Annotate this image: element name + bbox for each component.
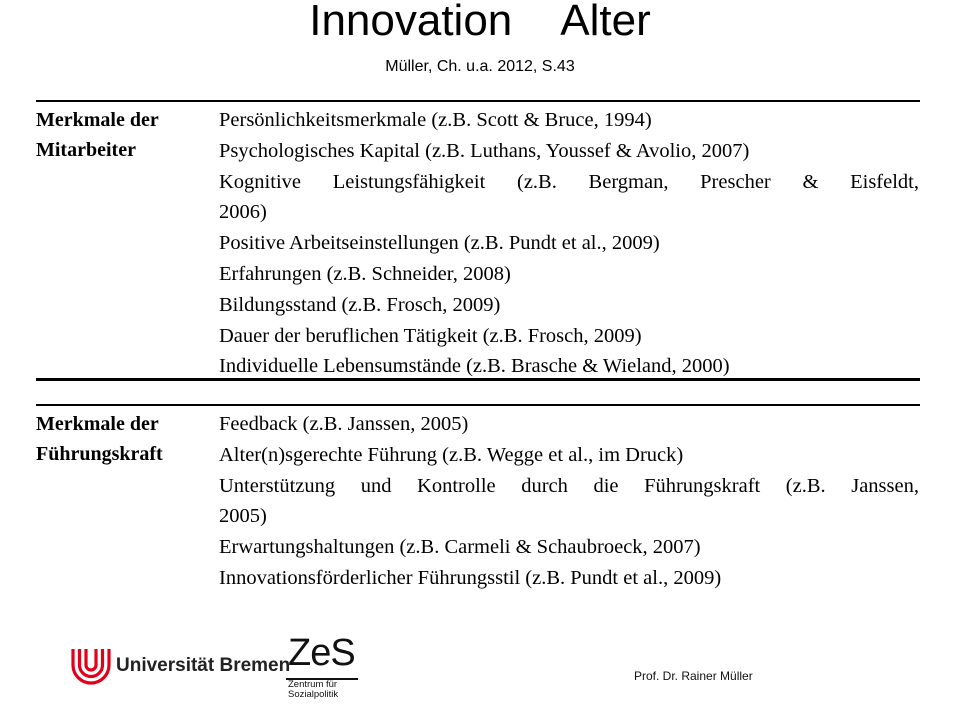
title-part-alter: Alter bbox=[560, 0, 651, 45]
section-divider-rule bbox=[36, 404, 920, 406]
source-citation: Müller, Ch. u.a. 2012, S.43 bbox=[385, 58, 575, 75]
list-item: Individuelle Lebensumstände (z.B. Brasche & Wieland, 2000) bbox=[219, 355, 730, 378]
zes-logo-letters: ZeS bbox=[288, 632, 355, 674]
zes-logo bbox=[286, 632, 366, 700]
university-logo-icon bbox=[70, 645, 112, 687]
section-label: Merkmale der Mitarbeiter bbox=[36, 109, 159, 161]
list-item: Feedback (z.B. Janssen, 2005) bbox=[219, 413, 469, 435]
list-item: Persönlichkeitsmerkmale (z.B. Scott & Bruce, 1994) bbox=[219, 109, 652, 131]
list-item: Kognitive Leistungsfähigkeit (z.B. Bergman, Prescher & Eisfeldt, bbox=[219, 170, 919, 193]
section-divider-rule bbox=[36, 378, 920, 381]
list-item: Alter(n)sgerechte Führung (z.B. Wegge et al., im Druck) bbox=[219, 443, 684, 466]
list-item: 2006) bbox=[219, 201, 267, 224]
list-item: Psychologisches Kapital (z.B. Luthans, Youssef & Avolio, 2007) bbox=[219, 139, 750, 162]
list-item: Unterstützung und Kontrolle durch die Führungskraft (z.B. Janssen, bbox=[219, 474, 919, 497]
section-items bbox=[219, 409, 919, 594]
author-footer: Prof. Dr. Rainer Müller bbox=[634, 669, 753, 683]
title-part-innovation: Innovation bbox=[309, 0, 513, 45]
zes-logo-subtitle: Zentrum für Sozialpolitik bbox=[288, 679, 339, 700]
page-title bbox=[0, 0, 960, 44]
list-item: Innovationsförderlicher Führungsstil (z.B. Pundt et al., 2009) bbox=[219, 566, 722, 589]
table-top-rule bbox=[36, 100, 920, 102]
list-item: Bildungsstand (z.B. Frosch, 2009) bbox=[219, 293, 501, 316]
list-item: Erwartungshaltungen (z.B. Carmeli & Schaubroeck, 2007) bbox=[219, 536, 701, 559]
list-item: Positive Arbeitseinstellungen (z.B. Pundt et al., 2009) bbox=[219, 232, 660, 255]
list-item: Dauer der beruflichen Tätigkeit (z.B. Frosch, 2009) bbox=[219, 324, 642, 347]
section-items bbox=[219, 105, 919, 382]
section-label: Merkmale der Führungskraft bbox=[36, 413, 163, 465]
university-name: Universität Bremen bbox=[116, 655, 291, 676]
list-item: Erfahrungen (z.B. Schneider, 2008) bbox=[219, 262, 511, 285]
list-item: 2005) bbox=[219, 505, 267, 528]
